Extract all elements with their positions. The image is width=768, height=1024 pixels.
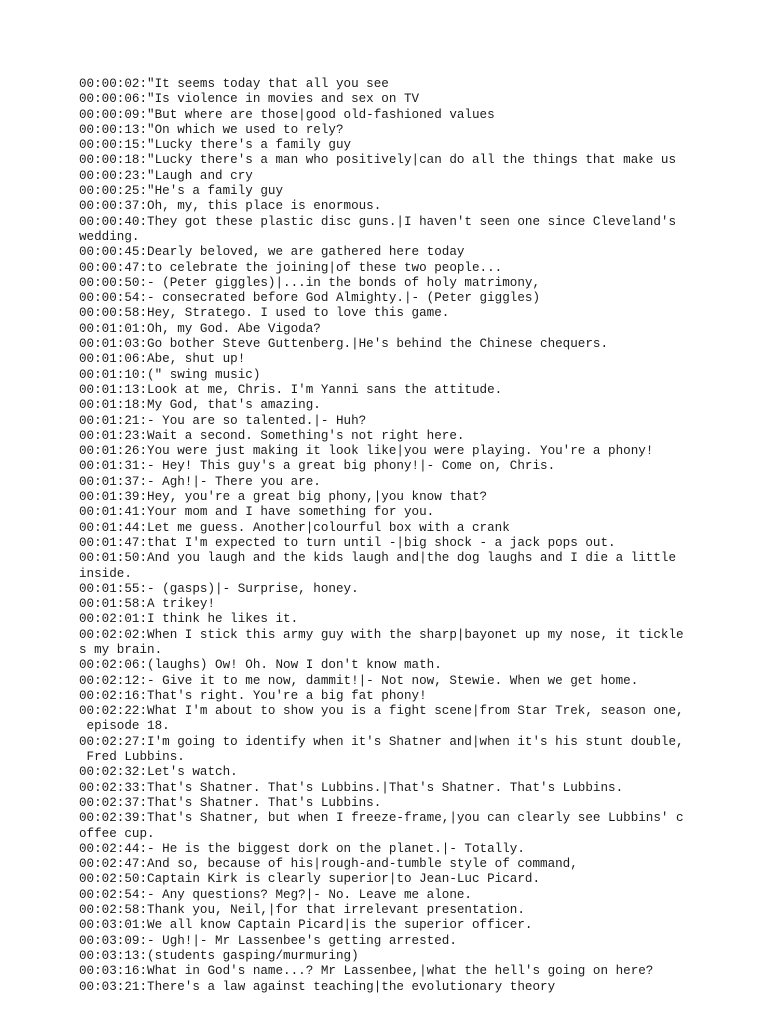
transcript-line: 00:01:47:that I'm expected to turn until -|big shock - a jack pops out. (79, 535, 616, 550)
transcript-line: 00:02:37:That's Shatner. That's Lubbins. (79, 795, 382, 810)
transcript-line: 00:00:23:"Laugh and cry (79, 168, 253, 183)
transcript-line: 00:02:58:Thank you, Neil,|for that irrelevant presentation. (79, 903, 525, 918)
subtitle-transcript (79, 77, 699, 995)
transcript-line: 00:01:39:Hey, you're a great big phony,|you know that? (79, 490, 488, 505)
transcript-line: 00:02:01:I think he likes it. (79, 612, 299, 627)
transcript-line: 00:02:12:- Give it to me now, dammit!|- Not now, Stewie. When we get home. (79, 673, 639, 688)
transcript-line: 00:01:55:- (gasps)|- Surprise, honey. (79, 581, 359, 596)
transcript-line: 00:01:41:Your mom and I have something for you. (79, 505, 435, 520)
transcript-line: 00:03:13:(students gasping/murmuring) (79, 948, 359, 963)
transcript-line: 00:03:01:We all know Captain Picard|is the superior officer. (79, 918, 533, 933)
transcript-line: 00:01:13:Look at me, Chris. I'm Yanni sans the attitude. (79, 382, 503, 397)
transcript-line: 00:00:54:- consecrated before God Almighty.|- (Peter giggles) (79, 291, 541, 306)
transcript-line: 00:00:50:- (Peter giggles)|...in the bonds of holy matrimony, (79, 275, 541, 290)
transcript-line: 00:01:18:My God, that's amazing. (79, 398, 321, 413)
transcript-line: 00:02:02:When I stick this army guy with the sharp|bayonet up my nose, it tickle (79, 627, 684, 642)
transcript-line: 00:00:25:"He's a family guy (79, 184, 284, 199)
transcript-line: 00:01:58:A trikey! (79, 597, 216, 612)
transcript-line: 00:02:16:That's right. You're a big fat phony! (79, 688, 427, 703)
transcript-line: 00:01:31:- Hey! This guy's a great big phony!|- Come on, Chris. (79, 459, 556, 474)
transcript-line: inside. (79, 566, 132, 581)
transcript-line: 00:00:02:"It seems today that all you see (79, 77, 389, 91)
transcript-line: 00:01:26:You were just making it look like|you were playing. You're a phony! (79, 444, 654, 459)
transcript-line: 00:00:58:Hey, Stratego. I used to love this game. (79, 306, 450, 321)
transcript-line: 00:02:44:- He is the biggest dork on the planet.|- Totally. (79, 841, 525, 856)
transcript-line: 00:03:16:What in God's name...? Mr Lassenbee,|what the hell's going on here? (79, 964, 654, 979)
transcript-line: 00:00:15:"Lucky there's a family guy (79, 138, 352, 153)
transcript-line: offee cup. (79, 826, 155, 841)
transcript-line: s my brain. (79, 642, 163, 657)
transcript-line: 00:00:47:to celebrate the joining|of these two people... (79, 260, 503, 275)
transcript-line: 00:02:33:That's Shatner. That's Lubbins.|That's Shatner. That's Lubbins. (79, 780, 624, 795)
transcript-line: 00:00:18:"Lucky there's a man who positively|can do all the things that make us (79, 153, 677, 168)
transcript-line: 00:02:50:Captain Kirk is clearly superior|to Jean-Luc Picard. (79, 872, 541, 887)
transcript-line: Fred Lubbins. (79, 750, 185, 765)
transcript-line: 00:01:10:(" swing music) (79, 367, 261, 382)
transcript-line: 00:01:44:Let me guess. Another|colourful box with a crank (79, 520, 510, 535)
transcript-line: 00:03:09:- Ugh!|- Mr Lassenbee's getting arrested. (79, 933, 457, 948)
transcript-line: 00:02:06:(laughs) Ow! Oh. Now I don't know math. (79, 658, 442, 673)
transcript-line: 00:02:22:What I'm about to show you is a fight scene|from Star Trek, season one, (79, 704, 684, 719)
transcript-line: 00:02:39:That's Shatner, but when I freeze-frame,|you can clearly see Lubbins' c (79, 811, 684, 826)
transcript-line: 00:01:50:And you laugh and the kids laugh and|the dog laughs and I die a little (79, 551, 677, 566)
transcript-line: 00:02:54:- Any questions? Meg?|- No. Leave me alone. (79, 887, 472, 902)
transcript-line: 00:01:37:- Agh!|- There you are. (79, 474, 321, 489)
transcript-line: 00:00:40:They got these plastic disc guns.|I haven't seen one since Cleveland's (79, 214, 677, 229)
transcript-line: 00:00:45:Dearly beloved, we are gathered here today (79, 245, 465, 260)
transcript-line: 00:01:06:Abe, shut up! (79, 352, 246, 367)
transcript-line: 00:01:23:Wait a second. Something's not right here. (79, 428, 465, 443)
transcript-line: 00:03:21:There's a law against teaching|the evolutionary theory (79, 979, 556, 994)
transcript-line: 00:01:03:Go bother Steve Guttenberg.|He's behind the Chinese chequers. (79, 337, 609, 352)
transcript-line: 00:01:01:Oh, my God. Abe Vigoda? (79, 321, 321, 336)
transcript-line: 00:02:32:Let's watch. (79, 765, 238, 780)
transcript-line: 00:02:47:And so, because of his|rough-and-tumble style of command, (79, 857, 578, 872)
transcript-line: wedding. (79, 229, 140, 244)
transcript-line: 00:02:27:I'm going to identify when it's Shatner and|when it's his stunt double, (79, 734, 684, 749)
transcript-line: 00:00:06:"Is violence in movies and sex on TV (79, 92, 420, 107)
transcript-line: 00:00:09:"But where are those|good old-fashioned values (79, 107, 495, 122)
transcript-line: episode 18. (79, 719, 170, 734)
transcript-line: 00:00:37:Oh, my, this place is enormous. (79, 199, 382, 214)
transcript-line: 00:00:13:"On which we used to rely? (79, 122, 344, 137)
transcript-line: 00:01:21:- You are so talented.|- Huh? (79, 413, 367, 428)
